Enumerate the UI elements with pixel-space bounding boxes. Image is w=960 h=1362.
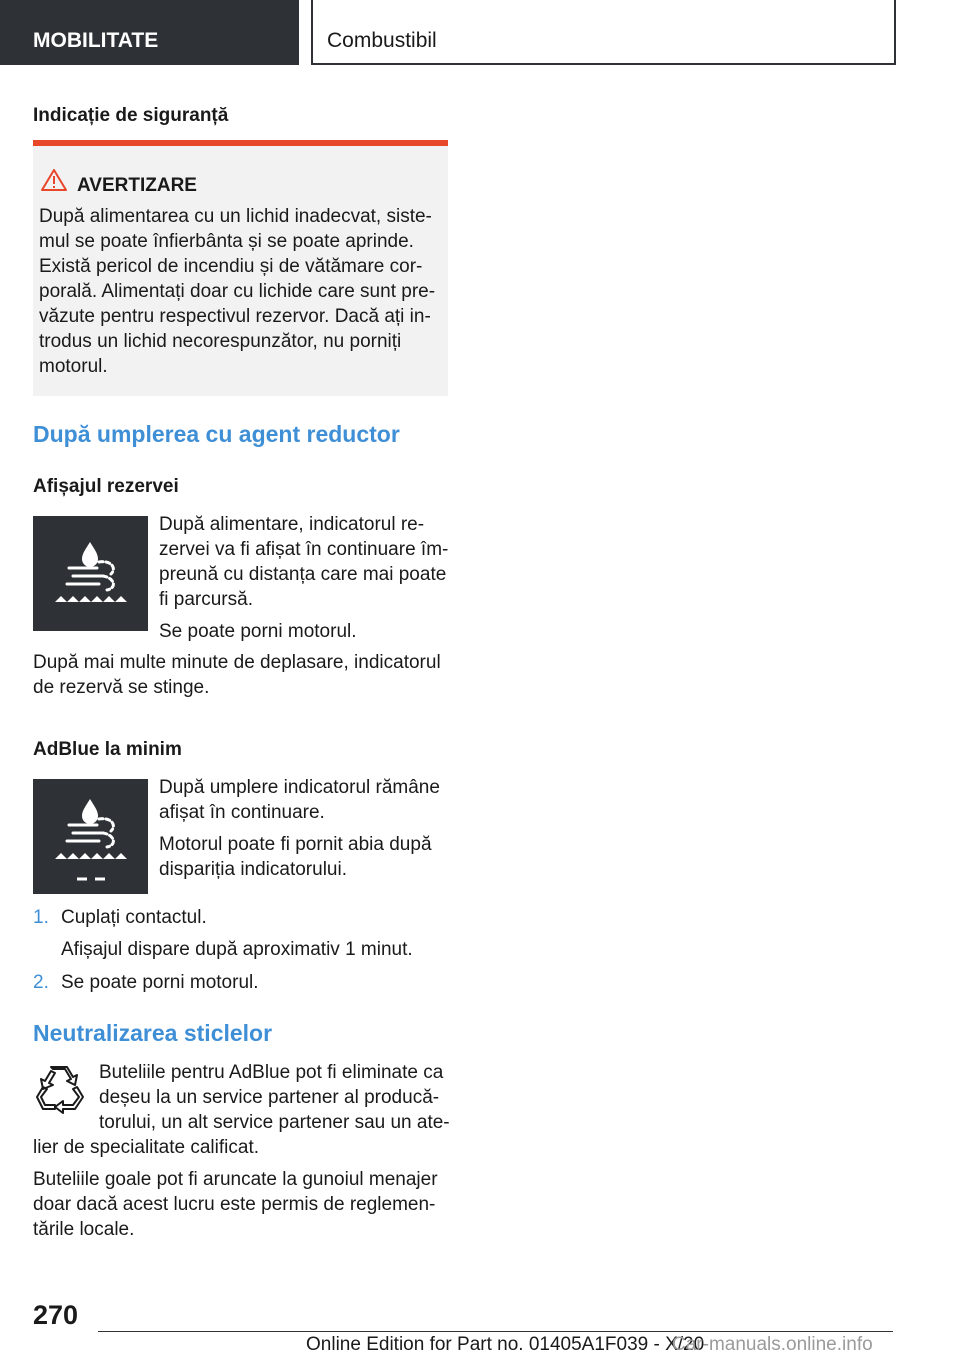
reserve-para-line: de rezervă se stinge. bbox=[33, 677, 210, 698]
safety-heading: Indicație de siguranță bbox=[33, 105, 229, 126]
bottles-para-line: Buteliile goale pot fi aruncate la gunoiul menajer bbox=[33, 1169, 438, 1190]
step-1 bbox=[33, 907, 207, 929]
warning-line: mul se poate înfierbânta și se poate aprinde. bbox=[39, 231, 414, 252]
adblue-minimum-icon bbox=[33, 779, 148, 894]
minimum-line: Motorul poate fi pornit abia după bbox=[159, 834, 432, 855]
warning-line: Există pericol de incendiu și de vătămare cor- bbox=[39, 256, 423, 277]
warning-line: porală. Alimentați doar cu lichide care sunt pre- bbox=[39, 281, 436, 302]
bottles-icon-text bbox=[99, 1060, 459, 1135]
warning-text bbox=[39, 204, 439, 379]
minimum-icon-text bbox=[159, 775, 459, 882]
step-text: Se poate porni motorul. bbox=[61, 972, 259, 993]
bottles-line: torului, un alt service partener sau un ate- bbox=[99, 1112, 450, 1133]
step-text: Cuplați contactul. bbox=[61, 907, 207, 928]
adblue-reserve-icon bbox=[33, 516, 148, 631]
reserve-line2: Se poate porni motorul. bbox=[159, 621, 357, 642]
bottles-line: Buteliile pentru AdBlue pot fi eliminate ca bbox=[99, 1062, 444, 1083]
minimum-line: După umplere indicatorul rămâne bbox=[159, 777, 440, 798]
reserve-line: După alimentare, indicatorul re- bbox=[159, 514, 425, 535]
bottles-line: deșeu la un service partener al producă- bbox=[99, 1087, 440, 1108]
header-chapter-tab bbox=[311, 0, 896, 65]
warning-line: motorul. bbox=[39, 356, 108, 377]
reserve-icon-text bbox=[159, 512, 459, 644]
minimum-line: dispariția indicatorului. bbox=[159, 859, 347, 880]
warning-box bbox=[33, 140, 448, 396]
warning-title: AVERTIZARE bbox=[77, 175, 197, 196]
reserve-heading: Afișajul rezervei bbox=[33, 476, 179, 497]
footer-edition: Online Edition for Part no. 01405A1F039 - X/20 bbox=[306, 1334, 705, 1355]
step-2 bbox=[33, 972, 259, 994]
reserve-paragraph bbox=[33, 650, 448, 700]
recycle-icon bbox=[33, 1063, 87, 1117]
header-section-label: MOBILITATE bbox=[33, 29, 159, 52]
step-1-sub: Afișajul dispare după aproximativ 1 minut. bbox=[61, 939, 413, 960]
header-chapter-label: Combustibil bbox=[327, 29, 437, 52]
minimum-line: afișat în continuare. bbox=[159, 802, 325, 823]
minimum-heading: AdBlue la minim bbox=[33, 739, 182, 760]
section-title-reductor: După umplerea cu agent reductor bbox=[33, 421, 400, 447]
warning-line: trodus un lichid necorespunzător, nu porniți bbox=[39, 331, 402, 352]
warning-triangle-icon bbox=[41, 169, 67, 191]
header-section-tab bbox=[0, 0, 299, 65]
page-number: 270 bbox=[33, 1300, 79, 1330]
reserve-line: fi parcursă. bbox=[159, 589, 253, 610]
bottles-cont bbox=[33, 1135, 448, 1160]
warning-line: văzute pentru respectivul rezervor. Dacă ați in- bbox=[39, 306, 431, 327]
reserve-line: preună cu distanța care mai poate bbox=[159, 564, 447, 585]
bottles-paragraph bbox=[33, 1167, 448, 1242]
step-number: 2. bbox=[33, 972, 49, 993]
reserve-line: zervei va fi afișat în continuare îm- bbox=[159, 539, 449, 560]
bottles-line: lier de specialitate calificat. bbox=[33, 1137, 259, 1158]
bottles-para-line: tările locale. bbox=[33, 1219, 135, 1240]
step-number: 1. bbox=[33, 907, 49, 928]
reserve-para-line: După mai multe minute de deplasare, indicatorul bbox=[33, 652, 441, 673]
bottles-para-line: doar dacă acest lucru este permis de reglemen- bbox=[33, 1194, 436, 1215]
footer-watermark: Car-manuals.online.info bbox=[672, 1334, 873, 1355]
warning-line: După alimentarea cu un lichid inadecvat, siste- bbox=[39, 206, 432, 227]
section-title-bottles: Neutralizarea sticlelor bbox=[33, 1020, 273, 1046]
footer-rule bbox=[98, 1331, 893, 1332]
